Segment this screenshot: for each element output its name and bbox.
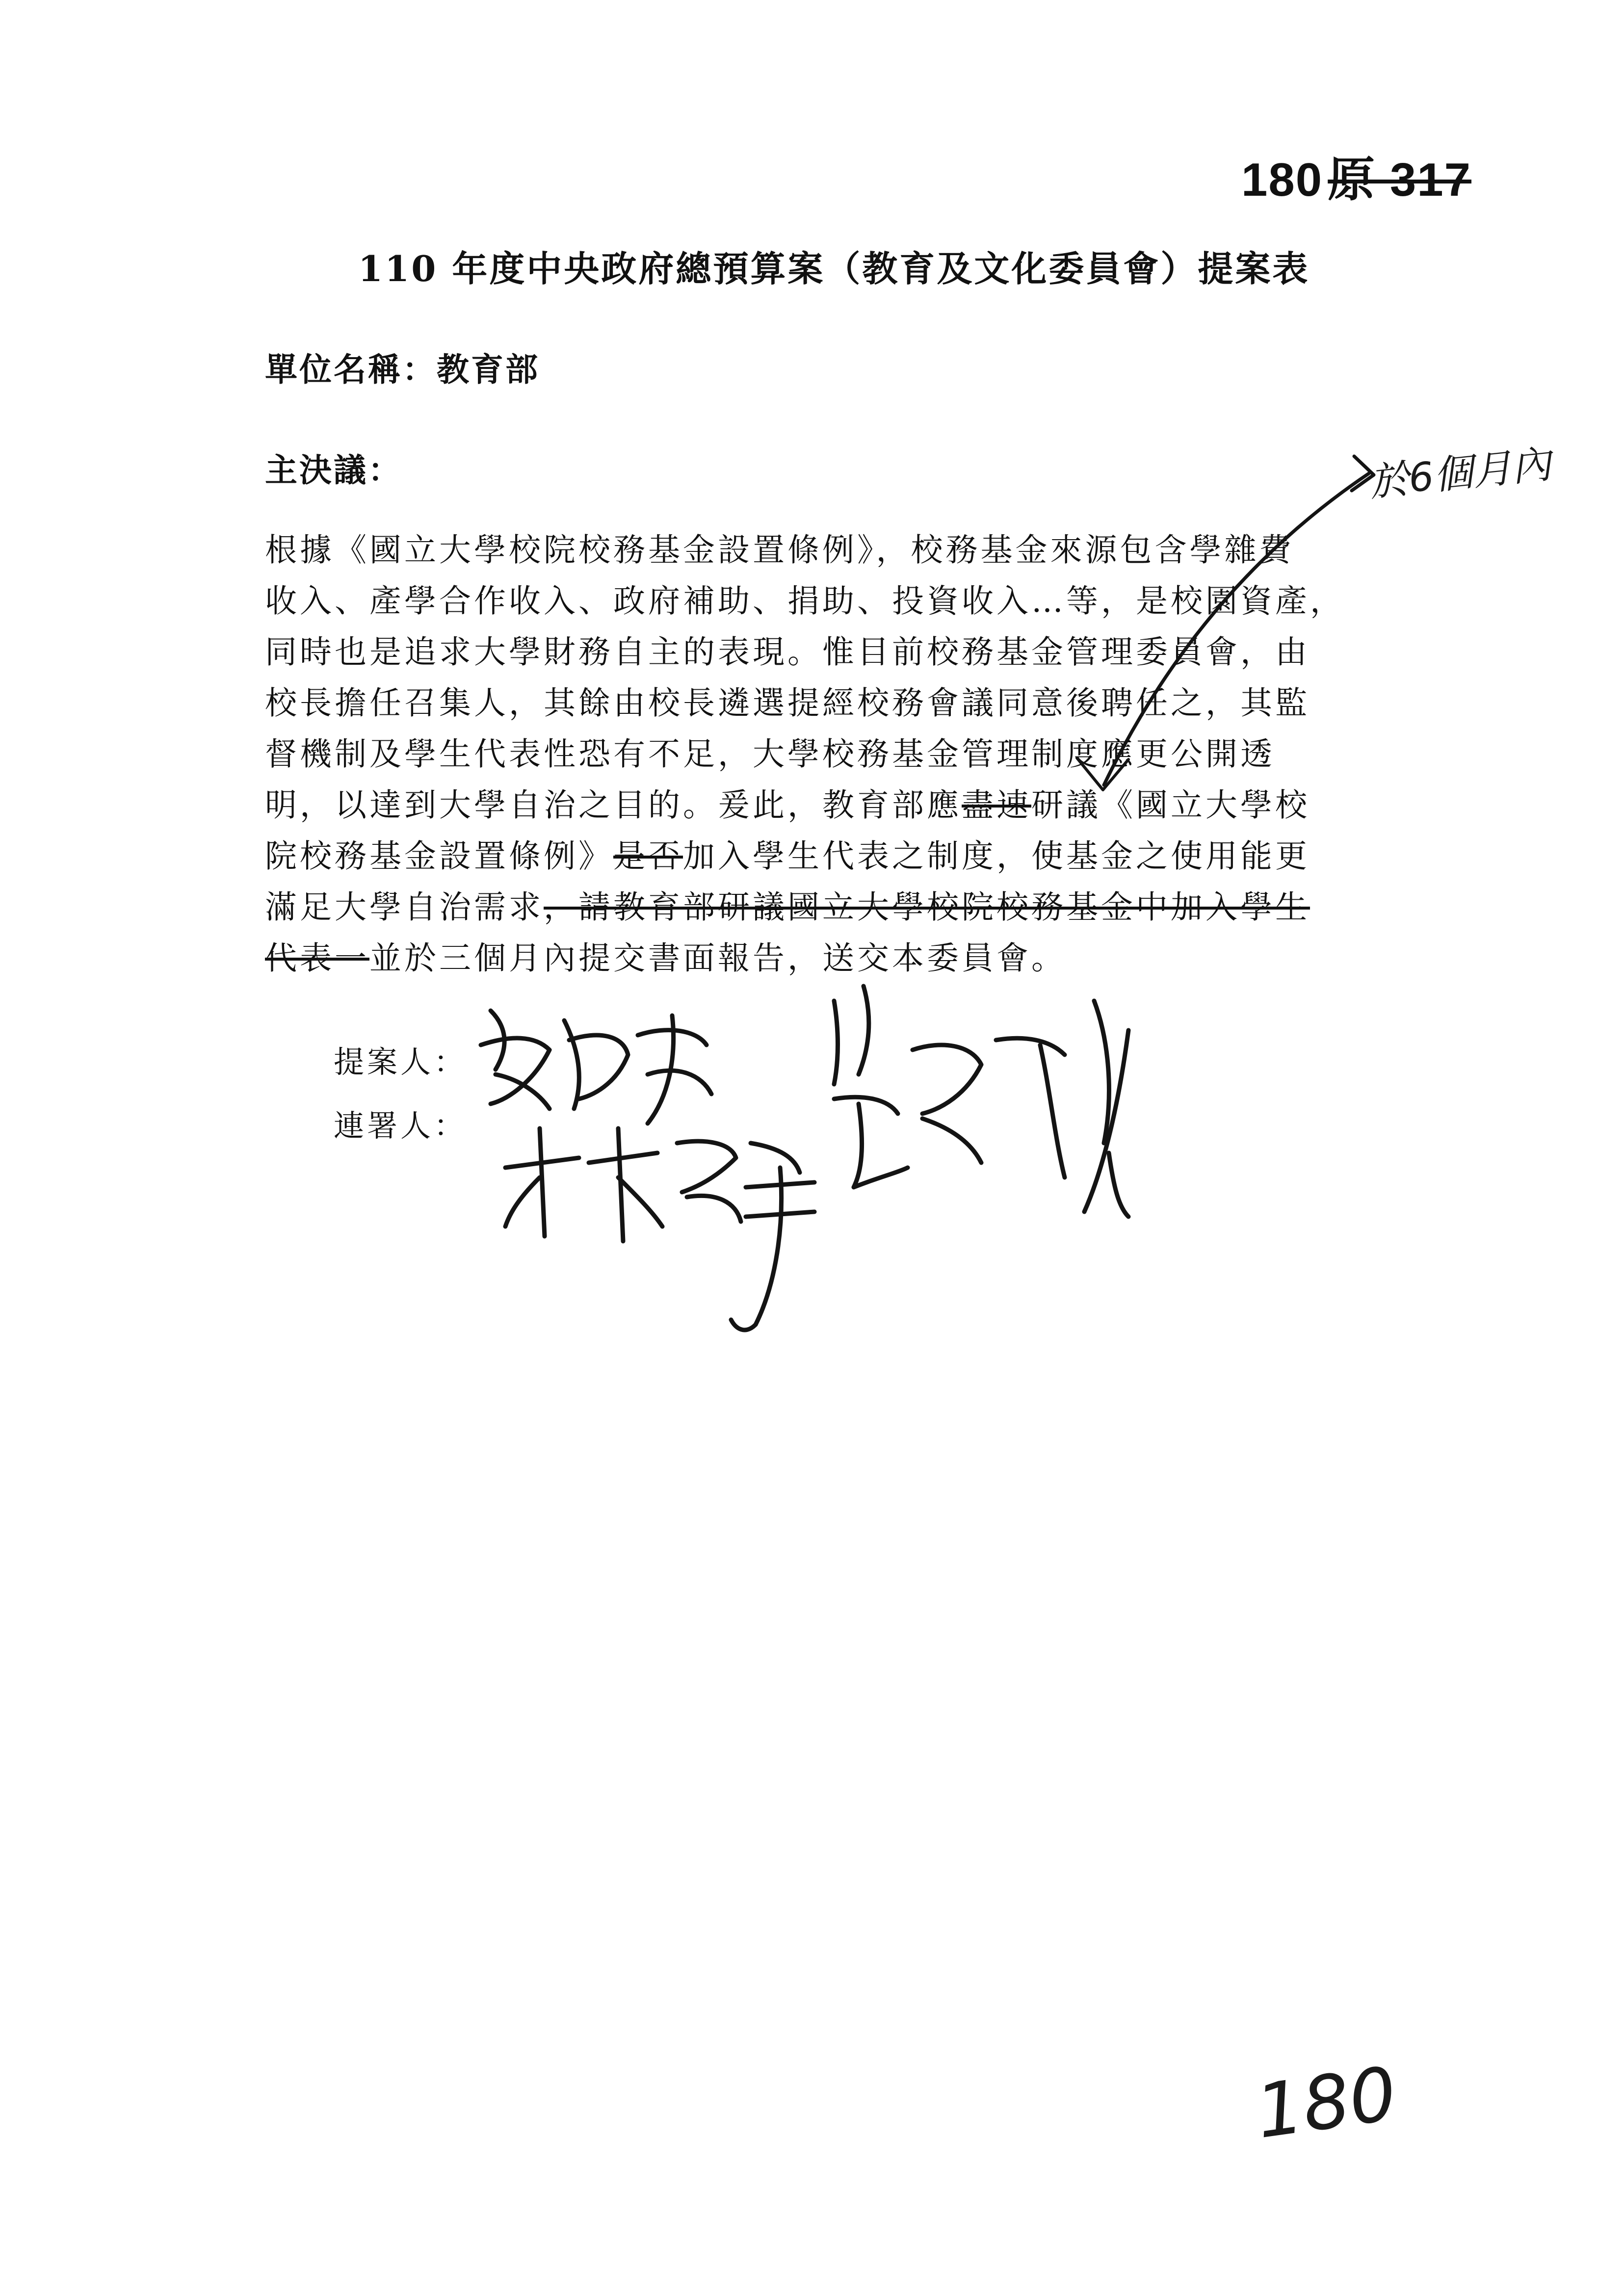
resolution-line: 同時也是追求大學財務自主的表現。惟目前校務基金管理委員會，由 — [265, 634, 1310, 671]
resolution-text: 研議《國立大學校 — [1031, 787, 1310, 824]
page-number-current: 180 — [1241, 154, 1323, 206]
resolution-line: 校長擔任召集人，其餘由校長遴選提經校務會議同意後聘任之，其監 — [265, 685, 1310, 722]
document-title: 110 年度中央政府總預算案（教育及文化委員會）提案表 — [358, 248, 1310, 289]
handwritten-page-number: 180 — [1251, 2051, 1402, 2156]
proposer-label: 提案人： — [334, 1044, 468, 1080]
page-number-struck-original: 原 317 — [1328, 154, 1472, 206]
struck-text: ，請教育部研議國立大學校院校務基金中加入學生 — [544, 889, 1310, 926]
insertion-arrow — [1104, 473, 1369, 785]
resolution-text: 並於三個月內提交書面報告，送交本委員會。 — [369, 940, 1067, 977]
struck-text: 是否 — [613, 838, 683, 875]
unit-name: 單位名稱：教育部 — [265, 350, 540, 389]
cosigner-signature — [834, 986, 1128, 1217]
resolution-text: 院校務基金設置條例》 — [265, 838, 614, 875]
cosigner-signature — [505, 1128, 814, 1330]
cosigner-label: 連署人： — [334, 1108, 468, 1144]
resolution-line: 收入、產學合作收入、政府補助、捐助、投資收入…等，是校園資產， — [265, 583, 1345, 620]
proposer-signature — [481, 1011, 711, 1123]
resolution-line: 根據《國立大學校院校務基金設置條例》，校務基金來源包含學雜費 — [265, 532, 1294, 569]
resolution-text: 滿足大學自治需求 — [265, 889, 544, 926]
resolution-text: 明，以達到大學自治之目的。爰此，教育部應 — [265, 787, 962, 824]
handwritten-insertion: 於6個月內 — [1367, 441, 1553, 506]
resolution-text: 加入學生代表之制度，使基金之使用能更 — [683, 838, 1310, 875]
insertion-arrowhead — [1352, 456, 1374, 491]
struck-text: 代表一 — [265, 940, 370, 977]
main-resolution-label: 主決議： — [265, 451, 402, 489]
struck-text: 盡速 — [962, 787, 1032, 824]
resolution-line: 督機制及學生代表性恐有不足，大學校務基金管理制度應更公開透 — [265, 736, 1276, 773]
